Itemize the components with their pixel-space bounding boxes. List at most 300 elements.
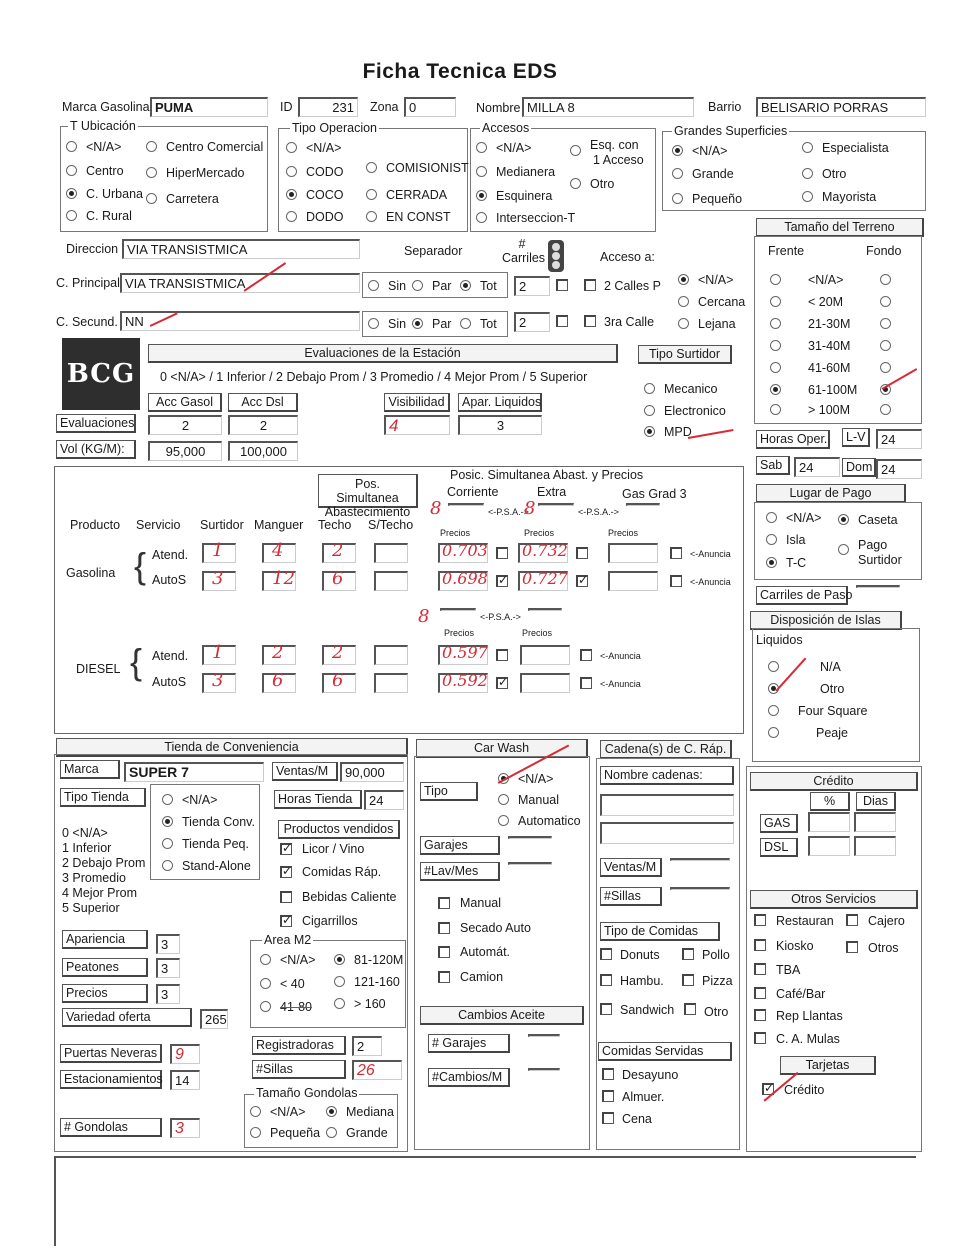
area-na-radio[interactable] [260,954,271,965]
carriles-p-field[interactable]: 2 [514,276,550,296]
cadena-sillas-field[interactable] [670,887,730,890]
bebidas-check[interactable] [280,891,292,903]
sep-p-par-label: Par [432,279,452,293]
carriles-s-field[interactable]: 2 [514,312,550,332]
registradoras-field[interactable]: 2 [352,1036,382,1056]
secund-field[interactable]: NN [120,311,360,331]
area-80-radio[interactable] [260,1001,271,1012]
marca-field[interactable]: PUMA [150,97,268,117]
carwash-manual-label: Manual [518,793,559,807]
cw-camion-check[interactable] [438,971,450,983]
sep-p-tot-radio[interactable] [460,280,471,291]
puertas-field[interactable]: 9 [170,1044,200,1064]
accesos-esq1-label: Esq. con [590,138,639,152]
area-40-radio[interactable] [260,978,271,989]
sab-field[interactable]: 24 [794,457,840,477]
acc-dsl-label: Acc Dsl [228,393,298,412]
desayuno-label: Desayuno [622,1068,679,1082]
cadena-ventas-label: Ventas/M [600,858,662,877]
horas-tienda-field[interactable]: 24 [364,790,404,810]
fondo-radio[interactable] [880,274,891,285]
traffic-light-icon [548,240,564,272]
islas-na-radio[interactable] [768,661,779,672]
anuncia-check[interactable] [670,547,682,559]
peatones-label: Peatones [62,958,148,977]
d-psa-field2[interactable] [528,608,562,611]
fondo-radio[interactable] [880,318,891,329]
grandes-otro-label: Otro [822,167,847,181]
secund-label: C. Secund. [56,315,118,329]
llantas-label: Rep Llantas [776,1009,843,1023]
g-atend-value: 2 [332,540,344,561]
lavmes-field[interactable] [508,862,552,865]
dom-field[interactable]: 24 [876,459,922,479]
tienda-stand-label: Stand-Alone [182,859,251,873]
gasolina-label: Gasolina [66,566,116,580]
gasolina-brace: { [134,545,147,586]
desayuno-check[interactable] [602,1068,614,1080]
bebidas-label: Bebidas Caliente [302,890,397,904]
bcg-logo: BCG [62,338,140,410]
anuncia-check[interactable] [670,575,682,587]
fondo-radio[interactable] [880,340,891,351]
precios-label: Precios [62,984,148,1003]
donuts-check[interactable] [600,948,612,960]
variedad-field[interactable]: 265 [200,1009,228,1029]
peatones-field[interactable]: 3 [156,958,180,978]
acc-gasol-field[interactable]: 2 [148,415,222,435]
tienda-marca-label: Marca [60,760,120,779]
precios-label: Precios [522,628,553,638]
accesos-na-radio[interactable] [476,142,487,153]
price-check[interactable] [496,649,508,661]
tienda-peq-radio[interactable] [162,838,173,849]
tienda-conv-radio[interactable] [162,816,173,827]
acc-gasol-label: Acc Gasol [148,393,222,412]
surtidor-mecanico-label: Mecanico [664,382,718,396]
prod-col-header: S/Techo [368,518,414,532]
ubicacion-cc-label: Centro Comercial [166,140,264,154]
diesel-label: DIESEL [76,662,121,676]
grandes-mayorista-radio[interactable] [802,191,813,202]
otros-check[interactable] [846,941,858,953]
carriles-label: # Carriles [502,237,546,265]
operacion-cerrada-label: CERRADA [386,188,448,202]
accesos-esquinera-radio[interactable] [476,190,487,201]
tienda-marca-field[interactable]: SUPER 7 [124,762,264,782]
extra-price-field[interactable] [520,645,570,665]
cw-automat-check[interactable] [438,946,450,958]
accesos-na-label: <N/A> [496,141,532,155]
area-title: Area M2 [264,933,312,947]
psa-corriente-hw: 8 [430,498,442,519]
carwash-na-label: <N/A> [518,772,554,786]
otro-comida-label: Otro [704,1005,729,1019]
nombre-label: Nombre [476,101,521,115]
acceso-a-label: Acceso a: [600,250,655,264]
d-atend-value: 2 [272,642,284,663]
grandes-otro-radio[interactable] [802,168,813,179]
gond-pequena-radio[interactable] [250,1127,261,1138]
ubicacion-title: T Ubicación [70,119,136,133]
sep-p-par-radio[interactable] [412,280,423,291]
sep-s-par-radio[interactable] [412,318,423,329]
cigarrillos-check[interactable] [280,915,292,927]
tienda-ventas-field[interactable]: 90,000 [340,762,404,782]
mulas-check[interactable] [754,1032,766,1044]
cw-secado-check[interactable] [438,922,450,934]
carriles-paso-label: Carriles de Paso [756,586,848,605]
terreno-title: Tamaño del Terreno [756,218,924,237]
estac-field[interactable]: 14 [170,1070,200,1090]
cambios-label: #Cambios/M [428,1068,510,1087]
horas-tienda-label: Horas Tienda [274,790,362,809]
apar-label: Apar. Liquidos [458,393,542,412]
area-40-label: < 40 [280,977,305,991]
price-check[interactable] [496,677,508,689]
posic-label: Posic. Simultanea Abast. y Precios [450,468,644,482]
gondolas-title: Tamaño Gondolas [256,1086,358,1100]
garajes2-field[interactable] [528,1034,560,1037]
direccion-label: Direccion [66,242,119,256]
pago-na-radio[interactable] [766,512,777,523]
vol-gasol-field[interactable]: 95,000 [148,441,222,461]
sab-label: Sab [756,456,790,475]
precios-field[interactable]: 3 [156,984,180,1004]
cafe-check[interactable] [754,987,766,999]
operacion-coco-radio[interactable] [286,189,297,200]
aceite-title: Cambios Aceite [420,1006,584,1025]
otro-comida-check[interactable] [684,1003,696,1015]
frente-radio[interactable] [770,318,781,329]
tienda-na-radio[interactable] [162,794,173,805]
separador-label: Separador [404,244,463,258]
frente-radio[interactable] [770,296,781,307]
grandes-pequeno-radio[interactable] [672,193,683,204]
grandes-grande-radio[interactable] [672,168,683,179]
surtidor-electronico-radio[interactable] [644,405,655,416]
sep-p-sin-radio[interactable] [368,280,379,291]
fondo-radio[interactable] [880,404,891,415]
islas-otro-label: Otro [820,682,845,696]
fondo-radio[interactable] [880,296,891,307]
accesos-medianera-radio[interactable] [476,166,487,177]
gas3-price-field[interactable] [608,543,658,563]
operacion-na-label: <N/A> [306,141,342,155]
area-160plus-radio[interactable] [334,998,345,1009]
principal-field[interactable]: VIA TRANSISTMICA [120,273,360,293]
accesos-esquinera-label: Esquinera [496,189,553,203]
id-field[interactable]: 231 [298,97,358,117]
barrio-field[interactable]: BELISARIO PORRAS [756,97,926,117]
g-atend-stecho-field[interactable] [374,543,408,563]
gond-mediana-radio[interactable] [326,1106,337,1117]
frente-radio[interactable] [770,362,781,373]
cena-check[interactable] [602,1112,614,1124]
dsl-dias-field[interactable] [854,836,896,856]
operacion-dodo-radio[interactable] [286,211,297,222]
pollo-label: Pollo [702,948,730,962]
cajero-label: Cajero [868,914,905,928]
tba-label: TBA [776,963,801,977]
gondolas-label: # Gondolas [60,1118,162,1137]
nombre-field[interactable]: MILLA 8 [522,97,694,117]
cw-manual-check[interactable] [438,897,450,909]
cadena-title: Cadena(s) de C. Ráp. [600,740,732,759]
tipo-tienda-label: Tipo Tienda [60,788,146,807]
price-check[interactable] [496,547,508,559]
licor-check[interactable] [280,843,292,855]
terreno-size-label: 41-60M [808,361,851,375]
sep-s-sin-radio[interactable] [368,318,379,329]
dsl-pct-field[interactable] [808,836,850,856]
ubicacion-rural-radio[interactable] [66,210,77,221]
carwash-title: Car Wash [416,739,588,758]
hambu-check[interactable] [600,974,612,986]
ubicacion-centro-radio[interactable] [66,165,77,176]
tienda-stand-radio[interactable] [162,860,173,871]
dsl-label: DSL [760,838,798,857]
operacion-na-radio[interactable] [286,142,297,153]
tba-check[interactable] [754,963,766,975]
tienda-scale-item: 1 Inferior [62,841,112,855]
grandes-esp-radio[interactable] [802,142,813,153]
prod-col-header: Surtidor [200,518,244,532]
operacion-codo-label: CODO [306,165,344,179]
comidas-check[interactable] [280,866,292,878]
grandes-na-radio[interactable] [672,145,683,156]
tienda-scale-item: 3 Promedio [62,871,126,885]
cadenas-nombre-label: Nombre cadenas: [600,766,734,785]
gas3-label: Gas Grad 3 [622,487,687,501]
d-atend-value: 2 [332,642,344,663]
precios-label: Precios [444,628,475,638]
hambu-label: Hambu. [620,974,664,988]
frente-radio[interactable] [770,384,781,395]
ubicacion-carretera-radio[interactable] [146,193,157,204]
garajes-label: Garajes [420,836,500,855]
price-value: 0.703 [442,541,488,560]
visibilidad-field[interactable]: 4 [384,415,450,435]
area-na-label: <N/A> [280,953,316,967]
fondo-radio[interactable] [880,362,891,373]
acceso-lejana-radio[interactable] [678,318,689,329]
accesos-interseccion-radio[interactable] [476,212,487,223]
psa-extra-hw: 8 [524,498,536,519]
ubicacion-cc-radio[interactable] [146,141,157,152]
tarjetas-title: Tarjetas [780,1056,876,1075]
anuncia-label: <-Anuncia [600,651,641,661]
tienda-peq-label: Tienda Peq. [182,837,249,851]
ubicacion-hiper-radio[interactable] [146,167,157,178]
d-atend-stecho-field[interactable] [374,645,408,665]
d-autos-value: 3 [212,670,224,691]
carriles-s-check[interactable] [556,315,568,327]
prod-col-header: Servicio [136,518,181,532]
tienda-scale-item: 2 Debajo Prom [62,856,146,870]
gond-na-radio[interactable] [250,1106,261,1117]
psa-label-1: <-P.S.A.-> [488,507,529,517]
notes-area[interactable] [54,1156,916,1246]
frente-radio[interactable] [770,274,781,285]
lv-field[interactable]: 24 [876,429,922,449]
pago-caseta-label: Caseta [858,513,898,527]
islas-four-label: Four Square [798,704,868,718]
price-value: 0.698 [442,569,488,588]
islas-title: Disposición de Islas [750,611,902,630]
apariencia-field[interactable]: 3 [156,934,180,954]
sandwich-check[interactable] [600,1003,612,1015]
calle-s-check[interactable] [584,315,596,327]
pct-label: % [810,792,850,811]
gond-grande-radio[interactable] [326,1127,337,1138]
acc-dsl-field[interactable]: 2 [228,415,298,435]
garajes-field[interactable] [508,836,552,839]
tipo-comidas-label: Tipo de Comidas [600,922,720,941]
g-autos-stecho-field[interactable] [374,571,408,591]
operacion-comision-radio[interactable] [366,162,377,173]
area-160-radio[interactable] [334,976,345,987]
servidas-label: Comidas Servidas [598,1042,732,1061]
d-autos-stecho-field[interactable] [374,673,408,693]
carwash-auto-radio[interactable] [498,815,509,826]
pizza-check[interactable] [682,974,694,986]
acceso-cercana-radio[interactable] [678,296,689,307]
registradoras-label: Registradoras [252,1036,346,1055]
kiosko-check[interactable] [754,939,766,951]
cadena-sillas-label: #Sillas [600,887,662,906]
frente-radio[interactable] [770,404,781,415]
almuer-check[interactable] [602,1090,614,1102]
ubicacion-na-radio[interactable] [66,141,77,152]
psa-extra-field[interactable] [538,503,574,506]
pago-tc-radio[interactable] [766,557,777,568]
operacion-enconst-radio[interactable] [366,211,377,222]
price-check[interactable] [576,547,588,559]
ubicacion-na-label: <N/A> [86,140,122,154]
pago-surtidor-radio[interactable] [838,544,849,555]
ubicacion-urbana-label: C. Urbana [86,187,143,201]
terreno-size-label: 21-30M [808,317,851,331]
price-value: 0.592 [442,671,488,690]
price-check[interactable] [576,575,588,587]
sep-s-tot-radio[interactable] [460,318,471,329]
direccion-field[interactable]: VIA TRANSISTMICA [122,239,360,259]
islas-peaje-radio[interactable] [768,727,779,738]
terreno-size-label: > 100M [808,403,851,417]
operacion-title: Tipo Operacion [292,121,377,135]
cajero-check[interactable] [846,914,858,926]
pago-isla-radio[interactable] [766,534,777,545]
sandwich-label: Sandwich [620,1003,675,1017]
zona-field[interactable]: 0 [404,97,456,117]
carriles-paso-field[interactable] [856,585,900,588]
carwash-auto-label: Automatico [518,814,581,828]
anuncia-check[interactable] [580,649,592,661]
operacion-codo-radio[interactable] [286,166,297,177]
carwash-manual-radio[interactable] [498,794,509,805]
accesos-medianera-label: Medianera [496,165,556,179]
psa-gas3-field[interactable] [626,503,660,506]
cadenas-nombre-2[interactable] [600,822,734,844]
accesos-otro-radio[interactable] [570,178,581,189]
price-value: 0.732 [522,541,568,560]
apar-field[interactable]: 3 [458,415,542,435]
calles-p-check[interactable] [584,279,596,291]
g-autos-label: AutoS [152,573,187,587]
tarjeta-credito-label: Crédito [784,1083,825,1097]
restauran-check[interactable] [754,914,766,926]
evaluaciones-scale: 0 <N/A> / 1 Inferior / 2 Debajo Prom / 3 Promedio / 4 Mejor Prom / 5 Superior [160,370,588,384]
cambios-field[interactable] [528,1068,560,1071]
gond-pequena-label: Pequeña [270,1126,321,1140]
prod-col-header: Manguer [254,518,304,532]
anuncia-check[interactable] [580,677,592,689]
acceso-na-radio[interactable] [678,274,689,285]
price-value: 0.727 [522,569,568,588]
gas-pct-field[interactable] [808,812,850,832]
d-psa-field[interactable] [440,608,476,611]
vol-dsl-field[interactable]: 100,000 [228,441,298,461]
pago-na-label: <N/A> [786,511,822,525]
carriles-p-check[interactable] [556,279,568,291]
sep-s-tot-label: Tot [480,317,497,331]
pollo-check[interactable] [682,948,694,960]
cw-automat-label: Automát. [460,945,511,959]
operacion-cerrada-radio[interactable] [366,189,377,200]
sillas-tienda-field[interactable]: 26 [352,1060,402,1080]
psa-label-3: <-P.S.A.-> [480,612,521,622]
mulas-label: C. A. Mulas [776,1032,840,1046]
extra-label: Extra [537,485,567,499]
pago-caseta-radio[interactable] [838,514,849,525]
islas-four-radio[interactable] [768,705,779,716]
sep-s-par-label: Par [432,317,452,331]
ubicacion-urbana-radio[interactable] [66,188,77,199]
extra-price-field[interactable] [520,673,570,693]
area-120-label: 81-120M [354,953,404,967]
precios-label: Precios [524,528,555,538]
sep-p-sin-label: Sin [388,279,407,293]
d-atend-label: Atend. [152,649,189,663]
price-check[interactable] [496,575,508,587]
dom-label: Dom [842,458,876,477]
dias-label: Dias [856,792,896,811]
area-120-radio[interactable] [334,954,345,965]
gas3-price-field[interactable] [608,571,658,591]
operacion-coco-label: COCO [306,188,344,202]
licor-label: Licor / Vino [302,842,365,856]
cadena-ventas-field[interactable] [670,858,730,861]
llantas-check[interactable] [754,1009,766,1021]
cadenas-nombre-1[interactable] [600,794,734,816]
ubicacion-centro-label: Centro [86,164,124,178]
psa-corriente-field[interactable] [448,503,484,506]
surtidor-mecanico-radio[interactable] [644,383,655,394]
surtidor-mpd-radio[interactable] [644,426,655,437]
gas-dias-field[interactable] [854,812,896,832]
gondolas-field[interactable]: 3 [170,1118,200,1138]
tienda-scale-item: 4 Mejor Prom [62,886,138,900]
sep-p-tot-label: Tot [480,279,497,293]
carwash-tipo-label: Tipo [420,782,478,801]
accesos-esq1-radio[interactable] [570,145,581,156]
almuer-label: Almuer. [622,1090,665,1104]
frente-radio[interactable] [770,340,781,351]
tienda-na-label: <N/A> [182,793,218,807]
accesos-title: Accesos [482,121,530,135]
evaluaciones-title: Evaluaciones de la Estación [148,344,618,363]
